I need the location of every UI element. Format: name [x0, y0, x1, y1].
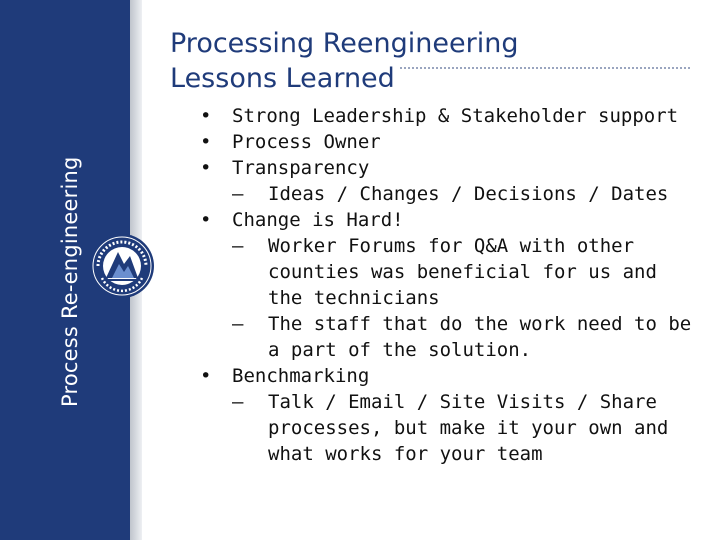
- list-item: • Process Owner: [200, 131, 381, 153]
- list-item: • Strong Leadership & Stakeholder support: [200, 105, 679, 127]
- slide-title: [170, 26, 518, 96]
- title-divider: [400, 67, 690, 69]
- sidebar-title: Process Re-engineering: [58, 156, 82, 407]
- county-seal-icon: [88, 212, 156, 320]
- list-item: • Change is Hard! – Worker Forums for Q&A with other counties was beneficial for us and the technicians – The staff that do the work need to be a part of the solution.: [200, 207, 700, 363]
- sub-list-item: – Ideas / Changes / Decisions / Dates: [232, 183, 669, 205]
- slide-title-line-2: Lessons Learned: [170, 63, 395, 94]
- sub-list-item: – The staff that do the work need to be a part of the solution.: [232, 313, 692, 361]
- sub-list-item: – Talk / Email / Site Visits / Share processes, but make it your own and what works for your team: [232, 391, 669, 465]
- sub-list-item: – Worker Forums for Q&A with other counties was beneficial for us and the technicians: [232, 235, 657, 309]
- bullet-list: [200, 103, 700, 467]
- slide-title-line-1: Processing Reengineering: [170, 28, 519, 59]
- list-item: • Benchmarking – Talk / Email / Site Visits / Share processes, but make it your own and what works for your team: [200, 363, 700, 467]
- list-item: • Transparency – Ideas / Changes / Decisions / Dates: [200, 155, 700, 207]
